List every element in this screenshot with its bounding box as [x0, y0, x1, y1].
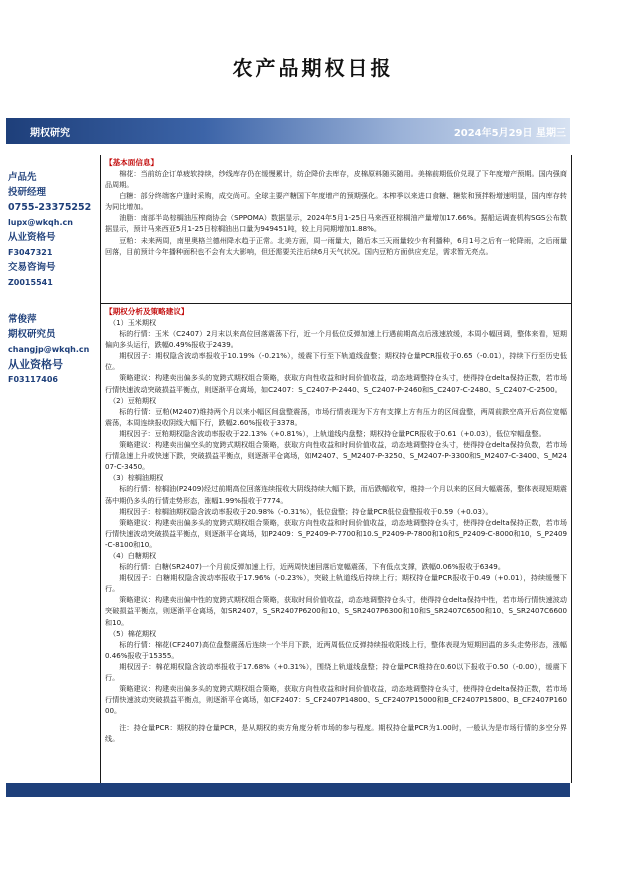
header-banner [6, 118, 570, 144]
analyst1-phone: 0755-23375252 [8, 202, 92, 213]
item-advice: 策略建议：构建卖出偏多头的宽跨式期权组合策略，获取方向性收益和时间价值收益，动态地调整持仓头寸，使得持仓delta保持正数，若市场行情快速波动突破损益平衡点，则逐渐平仓离场，如C2407：S_C2407-P-2440、S_C2407-P-2460和S_C2407-C-2480、S_C2407-C-2500。 [105, 373, 567, 394]
trade-label-1: 交易咨询号 [8, 262, 56, 273]
cert-label-2: 从业资格号 [8, 358, 63, 371]
item-advice: 策略建议：构建卖出偏多头的宽跨式期权组合策略，获取方向性收益和时间价值收益，动态地调整持仓头寸，使得持仓delta保持正数，若市场行情快速波动突破损益平衡点，则逐渐平仓离场，如CF2407：S_CF2407P14800、S_CF2407P15000和B_CF2407P15800、B_CF2407P16000。 [105, 684, 567, 716]
item-market: 标的行情：棉花(CF2407)高位盘整震荡后连续一个半月下跌，近两周低位反弹持续报收阳线上行，整体表现为短期回温的多头走势形态，涨幅0.46%报收于15355。 [105, 639, 567, 660]
fundamentals-sugar: 白糖：部分终端客户逢时采购，成交尚可。全球主要产糖国下年度增产的预期强化。本榨季以来进口食糖、糖浆和预拌粉增速明显，国内库存转为同比增加。 [105, 191, 567, 212]
item-title: （3）棕榈油期权 [109, 473, 164, 483]
analyst2-name: 常俊萍 [8, 314, 37, 325]
item-market: 标的行情：棕榈油(P2409)经过前期高位回落连续报收大阴线持续大幅下跌，而后跌幅收窄，维持一个月以来的区间大幅震荡，整体表现短期震荡中期仍多头的行情走势形态，涨幅1.99%报收于7774。 [105, 484, 567, 505]
item-factor: 期权因子：豆粕期权隐含波动率报收于22.13%（+0.81%），上轨道线内盘整；期权持仓量PCR报收于0.61（+0.03），低位窄幅盘整。 [119, 428, 546, 438]
pcr-note: 注：持仓量PCR：期权的持仓量PCR，是从期权的卖方角度分析市场的参与程度。期权持仓量PCR为1.00时，一般认为是市场行情的多空分界线。 [105, 723, 567, 744]
item-factor: 期权因子：棕榈油期权隐含波动率报收于20.98%（-0.31%），低位盘整；持仓量PCR低位盘整报收于0.59（+0.03）。 [119, 506, 493, 516]
trade-number-1: Z0015541 [8, 278, 53, 287]
section-divider [101, 303, 571, 304]
item-factor: 期权因子：棉花期权隐含波动率报收于17.68%（+0.31%），围绕上轨道线盘整；持仓量PCR维持在0.60以下报收于0.50（-0.00），缓震下行。 [105, 661, 567, 682]
item-title: （5）棉花期权 [109, 628, 157, 638]
item-market: 标的行情：豆粕(M2407)维持两个月以来小幅区间盘整震荡，市场行情表现为下方有支撑上方有压力的区间盘整，两周前跌空高开后高位宽幅震荡，本周连续报收阴线大幅下行，跌幅2.60%报收于3378。 [105, 406, 567, 427]
cert-label-1: 从业资格号 [8, 232, 56, 243]
strategy-section [105, 306, 567, 745]
fundamentals-cotton: 棉花：当前纺企订单疲软持续，纱线库存仍在缓慢累计，纺企降价去库存，皮棉原料随买随用。美棉前期低价兑现了下年度增产预期。国内强商品周期。 [105, 169, 567, 190]
footer-bar [6, 783, 570, 797]
item-advice: 策略建议：构建卖出偏中性的宽跨式期权组合策略，获取时间价值收益，动态地调整持仓头寸，使得持仓delta保持中性，若市场行情快速波动突破损益平衡点，则逐渐平仓离场，如SR2407，S_SR2407P6200和10、S_SR2407P6300和10和S_SR2407C6500和10、S_SR2407C6600和10。 [105, 595, 567, 627]
item-advice: 策略建议：构建卖出偏空头的宽跨式期权组合策略，获取方向性收益和时间价值收益，动态地调整持仓头寸，使得持仓delta保持负数，若市场行情急速上升或快速下跌，突破损益平衡点，则逐渐平仓离场，如M2407、S_M2407-P-3250、S_M2407-P-3300和S_M2407-C-3400、S_M2407-C-3450。 [105, 440, 567, 472]
item-factor: 期权因子：期权隐含波动率报收于10.19%（-0.21%），缓震下行至下轨道线盘整；期权持仓量PCR报收于0.65（-0.01），持续下行至历史低位。 [105, 351, 567, 372]
item-advice: 策略建议：构建卖出偏多头的宽跨式期权组合策略，获取方向性收益和时间价值收益，动态地调整持仓头寸，使得持仓delta保持正数，若市场行情快速波动突破损益平衡点，则逐渐平仓离场，如P2409：S_P2409-P-7700和10.S_P2409-P-7800和10和S_P2409-C-8000和10，S_P2409-C-8100和10。 [105, 517, 567, 549]
report-title: 农产品期权日报 [232, 56, 394, 80]
section-label: 期权研究 [30, 128, 70, 139]
analyst1-email: lupx@wkqh.cn [8, 218, 73, 227]
cert-number-1: F3047321 [8, 248, 53, 257]
fundamentals-oils: 油脂：南部半岛棕榈油压榨商协会（SPPOMA）数据显示，2024年5月1-25日马来西亚棕榈油产量增加17.66%。据船运调查机构SGS公布数据显示，预计马来西亚5月1-25日棕榈油出口量为949451吨，较上月同期增加1.88%。 [105, 213, 567, 234]
analyst1-name: 卢品先 [8, 172, 37, 183]
strategy-heading: 【期权分析及策略建议】 [105, 307, 189, 316]
fundamentals-soymeal: 豆粕：未来两周，南里奥格兰德州降水趋于正常。北美方面，周一雨量大，随后本三天雨量较少有利播种，6月1号之后有一轮降雨，之后雨量回落，目前预计今年播种面积也不会有太大影响，但还需要关注后续6月天气状况。国内豆粕方面供应充足，需求暂无亮点。 [105, 235, 567, 256]
item-market: 标的行情：白糖(SR2407)一个月前反弹加速上行，近两周快速回落后宽幅震荡，下有低点支撑，跌幅0.06%报收于6349。 [119, 562, 505, 572]
item-title: （2）豆粕期权 [109, 395, 157, 405]
analyst-sidebar [8, 170, 100, 387]
fundamentals-heading: 【基本面信息】 [105, 158, 159, 167]
report-content [100, 155, 572, 783]
analyst2-title: 期权研究员 [8, 329, 56, 340]
item-market: 标的行情：玉米（C2407）2月末以来高位回落震荡下行，近一个月低位反弹加速上行遇前期高点后涨速放缓，本周小幅回调，整体来看，短期偏向多头运行，跌幅0.49%报收于2439。 [105, 329, 567, 350]
item-factor: 期权因子：白糖期权隐含波动率报收于17.96%（-0.23%），突破上轨道线后持续上行；期权持仓量PCR报收于0.49（+0.01），持续缓慢下行。 [105, 573, 567, 594]
analyst1-title: 投研经理 [8, 187, 47, 198]
cert-number-2: F03117406 [8, 375, 58, 384]
item-title: （1）玉米期权 [109, 318, 157, 327]
item-title: （4）白糖期权 [109, 550, 157, 560]
report-date: 2024年5月29日 星期三 [453, 128, 566, 139]
fundamentals-section [105, 157, 567, 257]
analyst2-email: changjp@wkqh.cn [8, 345, 90, 354]
